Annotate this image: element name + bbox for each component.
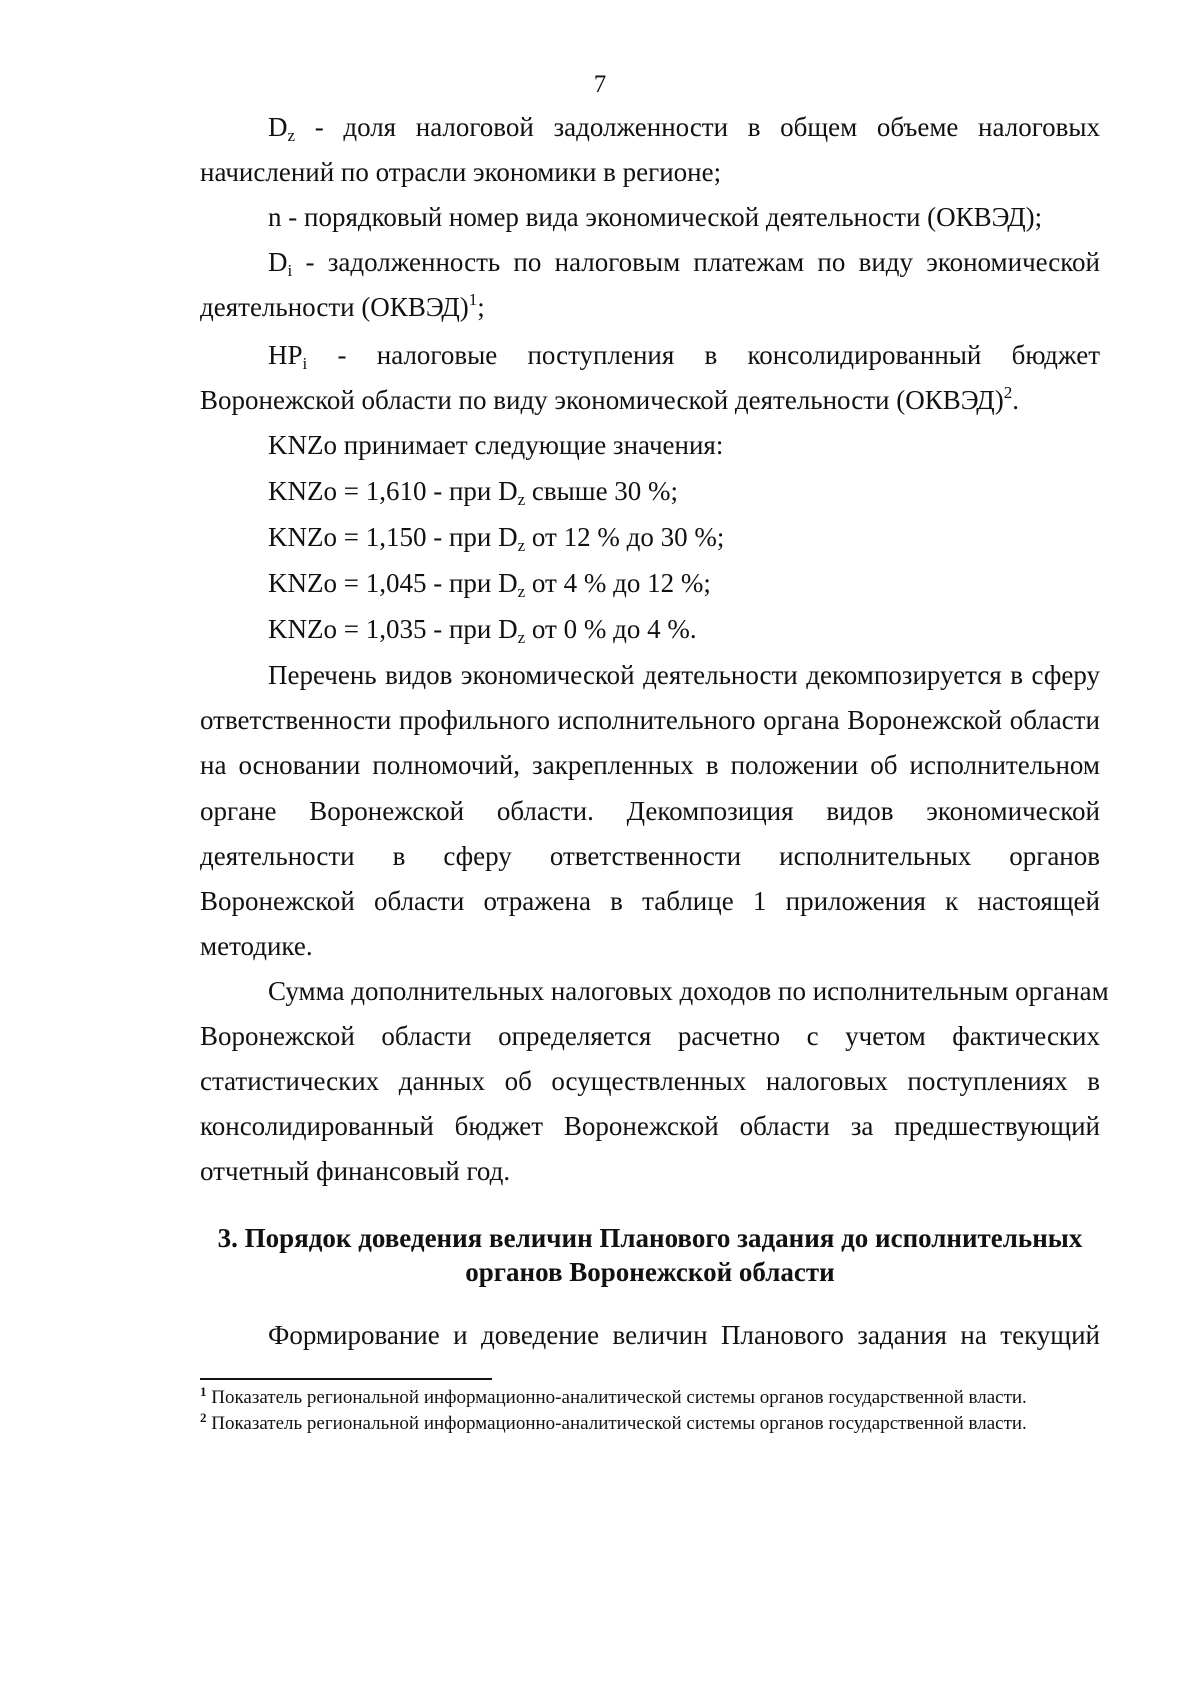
def-dz-line2: начислений по отрасли экономики в регионе;: [200, 157, 722, 187]
para1-line: Воронежской области отражена в таблице 1 приложения к настоящей: [200, 886, 1100, 916]
def-dz-line1: $D_z$ - доля налоговой задолженности в общем объеме налоговых: [268, 112, 1100, 145]
page-number: 7: [593, 71, 607, 98]
para1-line: методике.: [200, 931, 313, 961]
section-heading-line1: 3. Порядок доведения величин Планового задания до исполнительных: [217, 1223, 1083, 1253]
section-heading-line2: органов Воронежской области: [465, 1257, 835, 1287]
footnote-separator: [200, 1378, 492, 1380]
knzo-row: KNZo = 1,045 - при $D_z$ от 4 % до 12 %;: [268, 568, 711, 601]
para1-line: на основании полномочий, закрепленных в положении об исполнительном: [200, 750, 1100, 780]
knzo-row: KNZo = 1,150 - при $D_z$ от 12 % до 30 %;: [268, 522, 725, 555]
para2-line: консолидированный бюджет Воронежской области за предшествующий: [200, 1111, 1100, 1141]
para3-line: Формирование и доведение величин Планового задания на текущий: [268, 1320, 1100, 1350]
def-hp-line2: Воронежской области по виду экономической деятельности (ОКВЭД)$^2$.: [200, 383, 1019, 415]
footnote-1: $^1$ Показатель региональной информационно-аналитической системы органов государственной власти.: [200, 1384, 1027, 1408]
para1-line: деятельности в сферу ответственности исполнительных органов: [200, 841, 1100, 871]
def-di-line2: деятельности (ОКВЭД)$^1$;: [200, 290, 485, 322]
def-n-line: n - порядковый номер вида экономической деятельности (ОКВЭД);: [268, 202, 1043, 232]
knzo-intro: KNZo принимает следующие значения:: [268, 430, 724, 460]
para2-line: отчетный финансовый год.: [200, 1156, 511, 1186]
knzo-row: KNZo = 1,610 - при $D_z$ свыше 30 %;: [268, 476, 679, 509]
footnote-2: $^2$ Показатель региональной информационно-аналитической системы органов государственной власти.: [200, 1410, 1027, 1434]
para2-line: статистических данных об осуществленных налоговых поступлениях в: [200, 1066, 1100, 1096]
para1-line: ответственности профильного исполнительного органа Воронежской области: [200, 705, 1100, 735]
knzo-row: KNZo = 1,035 - при $D_z$ от 0 % до 4 %.: [268, 614, 697, 647]
def-hp-line1: $HP_i$ - налоговые поступления в консолидированный бюджет: [268, 340, 1100, 373]
def-di-line1: $D_i$ - задолженность по налоговым платежам по виду экономической: [268, 247, 1100, 280]
footnote-ref-2: 2: [1003, 383, 1013, 402]
para1-line: Перечень видов экономической деятельности декомпозируется в сферу: [268, 660, 1100, 690]
para2-line: Воронежской области определяется расчетно с учетом фактических: [200, 1021, 1100, 1051]
para2-line: Сумма дополнительных налоговых доходов по исполнительным органам: [268, 976, 1109, 1006]
para1-line: органе Воронежской области. Декомпозиция видов экономической: [200, 796, 1100, 826]
footnote-ref-1: 1: [468, 290, 478, 309]
